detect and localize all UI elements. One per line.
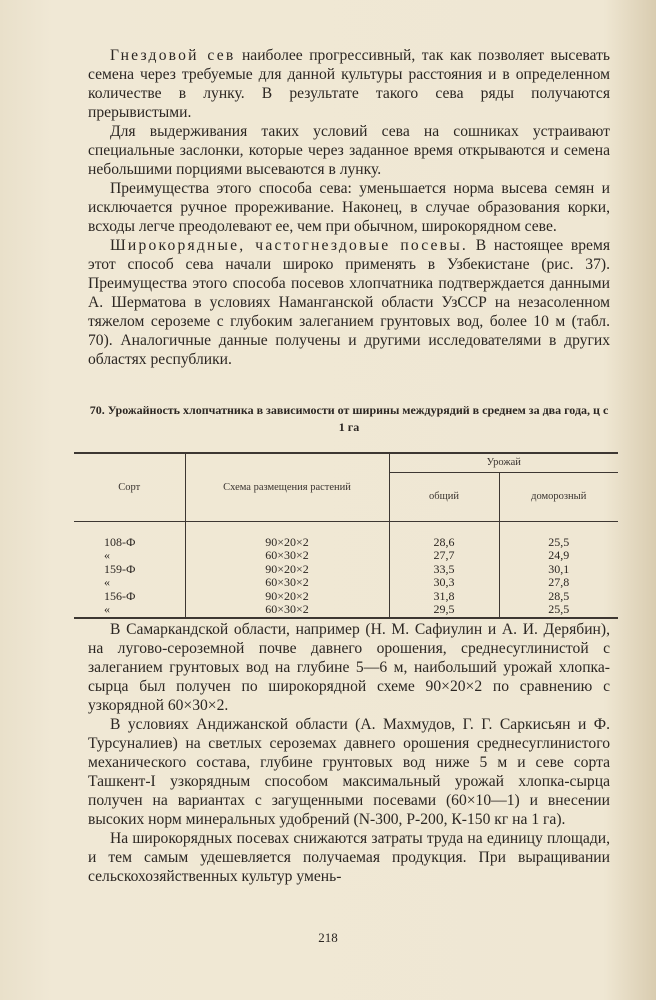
yield-table <box>74 452 618 619</box>
table-row: « 60×30×2 27,7 24,9 <box>74 549 618 563</box>
page-number: 218 <box>318 930 338 945</box>
header-total: общий <box>389 472 499 521</box>
term-nest-sowing: Гнездовой сев <box>110 47 236 64</box>
paragraph: Преимущества этого способа сева: уменьшается норма высева семян и исключается ручное прореживание. Наконец, в случае образования корки, всходы легче преодолевают ее, чем при обычном, широкорядном севе. <box>88 180 610 235</box>
header-sort: Сорт <box>74 453 185 521</box>
paragraph: Для выдерживания таких условий сева на сошниках устраивают специальные заслонки, которые через заданное время открываются и семена небольшими порциями высеваются в лунку. <box>88 123 610 178</box>
text-block-top <box>88 46 610 369</box>
text-block-bottom <box>88 620 610 886</box>
table-caption: 70. Урожайность хлопчатника в зависимости от ширины междурядий в среднем за два года, ц с 1 га <box>89 403 609 434</box>
header-frost-free: доморозный <box>499 472 618 521</box>
table-row: 159-Ф 90×20×2 33,5 30,1 <box>74 563 618 577</box>
table-row: « 60×30×2 30,3 27,8 <box>74 576 618 590</box>
table-row: « 60×30×2 29,5 25,5 <box>74 603 618 618</box>
table-row: 108-Ф 90×20×2 28,6 25,5 <box>74 521 618 549</box>
paragraph: Гнездовой сев наиболее прогрессивный, так как позволяет высевать семена через требуемые для данной культуры расстояния и в определенном количестве в лунку. В результате такого сева ряды получаются прерывистыми. <box>88 47 611 121</box>
paragraph: Широкорядные, частогнездовые посевы. В настоящее время этот способ сева начали широко применять в Узбекистане (рис. 37). Преимущества этого способа посевов хлопчатника подтверждается данными А. Шерматова в условиях Наманганской области УзССР на незасоленном тяжелом сероземе с глубоким залеганием грунтовых вод, более 10 м (табл. 70). Аналогичные данные получены и другими исследователями в других областях республики. <box>88 237 611 368</box>
paragraph: На широкорядных посевах снижаются затраты труда на единицу площади, и тем самым удешевляется получаемая продукция. При выращивании сельскохозяйственных культур умень- <box>88 830 610 885</box>
term-wide-row: Широкорядные, частогнездовые посевы. <box>110 237 469 254</box>
paragraph: В Самаркандской области, например (Н. М. Сафиулин и А. И. Дерябин), на лугово-сероземной почве давнего орошения, среднесуглинистой с залеганием грунтовых вод на глубине 5—6 м, наибольший урожай хлопка-сырца был получен по широкорядной схеме 90×20×2 по сравнению с узкорядной 60×30×2. <box>88 621 610 714</box>
paragraph: В условиях Андижанской области (А. Махмудов, Г. Г. Саркисьян и Ф. Турсуналиев) на светлых сероземах давнего орошения среднесуглинистого механического состава, глубине грунтовых вод ниже 5 м и севе сорта Ташкент-I узкорядным способом максимальный урожай хлопка-сырца получен на вариантах с загущенными посевами (60×10—1) и внесении высоких норм минеральных удобрений (N-300, Р-200, К-150 кг на 1 га). <box>88 716 610 828</box>
header-yield: Урожай <box>389 453 618 472</box>
table-row: 156-Ф 90×20×2 31,8 28,5 <box>74 590 618 604</box>
header-scheme: Схема размещения растений <box>185 453 389 521</box>
